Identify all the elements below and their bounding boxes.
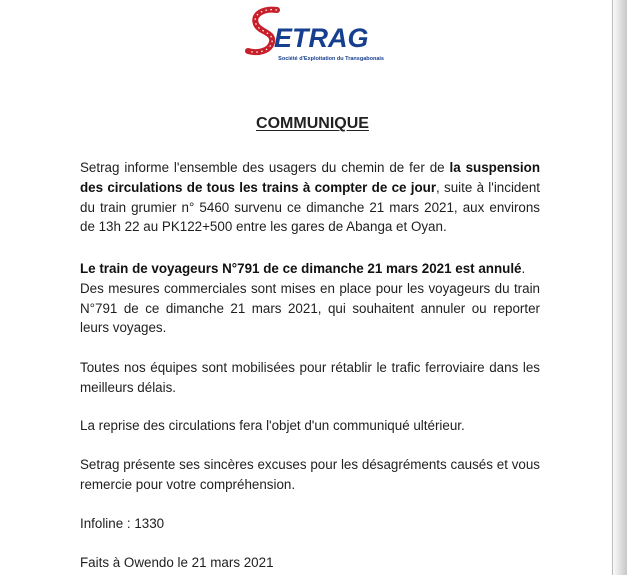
logo-wordmark: ETRAG — [274, 23, 369, 53]
infoline: Infoline : 1330 — [80, 516, 165, 531]
paragraph-incident-intro: Setrag informe l'ensemble des usagers du chemin de fer de — [80, 160, 450, 175]
paragraph-apology: Setrag présente ses sincères excuses pour les désagréments causés et vous remercie pour votre compréhension. — [80, 457, 540, 492]
page-title-text: COMMUNIQUE — [256, 115, 369, 132]
paragraph-cancellation-rest: Des mesures commerciales sont mises en place pour les voyageurs du train N°791 de ce dimanche 21 mars 2021, qui souhaitent annuler ou reporter leurs voyages. — [80, 280, 540, 336]
paragraph-teams: Toutes nos équipes sont mobilisées pour rétablir le trafic ferroviaire dans les meilleurs délais. — [80, 360, 540, 395]
page-edge-shadow — [611, 0, 627, 575]
paragraph-incident — [80, 158, 540, 237]
paragraph-incident-bold: la suspension des circulations de tous les trains à compter de ce jour — [80, 160, 541, 195]
paragraph-cancellation-bold: Le train de voyageurs N°791 de ce dimanche 21 mars 2021 est annulé — [80, 261, 522, 276]
signoff: Faits à Owendo le 21 mars 2021 — [80, 555, 274, 570]
page-title — [0, 115, 627, 133]
setrag-logo — [244, 6, 384, 66]
logo-tagline: Société d'Exploitation du Transgabonais — [278, 56, 384, 62]
paragraph-cancellation-period: . — [521, 261, 526, 276]
paragraph-cancellation — [80, 259, 540, 338]
paragraph-incident-rest: , suite à l'incident du train grumier n° 5460 survenu ce dimanche 21 mars 2021, aux environs de 13h 22 au PK122+500 entre les gares de Abanga et Oyan. — [80, 179, 540, 235]
paragraph-resumption: La reprise des circulations fera l'objet d'un communiqué ultérieur. — [80, 418, 465, 433]
